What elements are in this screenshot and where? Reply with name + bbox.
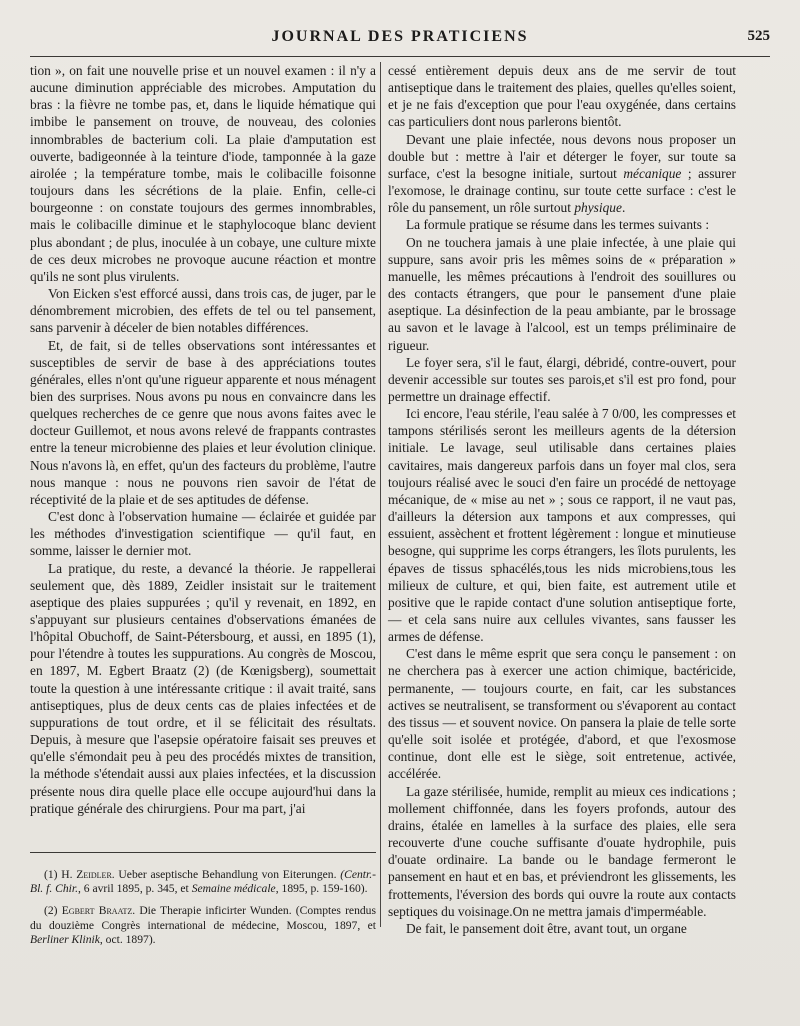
left-paragraph-1: tion », on fait une nouvelle prise et un nouvel examen : il n'y a aucune diminution appréciable des microbes. Amputation du bras : la fièvre ne tombe pas, et, dans le liquide hématique qui imbibe le pansement on trouve, de nouveau, des colonies innombrables de bacterium coli. La plaie d'amputation est ouverte, badigeonnée à la teinture d'iode, tamponnée à la gaze airolée ; la température tombe, mais le colibacille foisonne toujours dans les sécrétions de la plaie. Enfin, celle-ci bourgeonne : on constate toujours des germes innombrables, mais le colibacille diminue et le staphylocoque blanc devient plus abondant ; de plus, inoculée à un cobaye, une culture mixte de ces deux microbes ne provoque aucune réaction et montre qu'ils ne sont plus virulents. (30, 63, 376, 284)
right-paragraph-6: Ici encore, l'eau stérile, l'eau salée à 7 0/00, les compresses et tampons stérilisés seront les meilleurs agents de la détersion initiale. Le lavage, seul utilisable dans certaines plaies cavitaires, mais dangereux parfois dans un foyer mal clos, sera toujours réalisé avec le souci d'en faire un procédé de nettoyage mécanique, de « mise au net » ; sous ce rapport, il ne vaut pas, d'ailleurs la détersion aux tampons et aux compresses, qui essuient, assèchent et frottent légèrement : longue et minutieuse besogne, qui supprime les corps étrangers, les îlots purulents, les épaves de tissus sphacélés,tous les nids microbiens,tous les milieux de culture, et qui, bien faite, est autrement utile et positive que le rapide contact d'une solution antiseptique forte, — et cela sans nuire aux cellules vivantes, sans fausser les armes de défense. (388, 406, 736, 645)
right-paragraph-7: C'est dans le même esprit que sera conçu le pansement : on ne cherchera pas à exercer une action chimique, bactéricide, permanente, — toujours courte, en fait, car les substances actives se neutralisent, se transforment ou s'évaporent au contact des tissus — et souvent novice. On pansera la plaie de telle sorte qu'elle soit isolée et protégée, d'abord, et que l'exosmose continue, dont elle est le siège, soit entretenue, activée, accélérée. (388, 646, 736, 782)
column-divider (380, 62, 381, 927)
right-paragraph-5: Le foyer sera, s'il le faut, élargi, débridé, contre-ouvert, pour devenir accessible sur toutes ses parois,et s'il est pro fond, pour permettre un drainage effectif. (388, 354, 736, 404)
right-paragraph-2-emphasis-2: physique (574, 200, 622, 216)
right-paragraph-2-b: ; assurer l'exomose, le drainage continu, sur toute cette surface : c'est le rôle du pansement, un rôle surtout (388, 165, 736, 216)
right-paragraph-4: On ne touchera jamais à une plaie infectée, à une plaie qui suppure, sans avoir pris les mêmes soins de « préparation » manuelle, les mêmes précautions à l'endroit des souillures ou des contacts étrangers, que pour le pansement d'une plaie aseptique. La désinfection de la peau ambiante, par le brossage au savon et le lavage à l'alcool, est un temps préliminaire de rigueur. (388, 234, 736, 353)
footnote-1-author: Zeidler (76, 868, 112, 881)
right-paragraph-2 (388, 131, 736, 217)
right-paragraph-2-emphasis-1: mécanique (623, 165, 682, 181)
footnote-1-text: . Ueber aseptische Behandlung von Eiterungen. (111, 868, 337, 881)
footnote-1-mid: , 6 avril 1895, p. 345, et (78, 882, 189, 896)
right-paragraph-8: La gaze stérilisée, humide, remplit au mieux ces indications ; mollement chiffonnée, dans les foyers profonds, autour des drains, étalée en lamelles à la surface des plaies, elle sera recouverte d'une couche suffisante d'ouate hydrophile, puis d'ouate ordinaire. La bande ou le bandage fermeront le pansement en haut et en bas, et préviendront les glissements, les frottements, l'éversion des bords qui ouvre la route aux contacts septiques du voisinage.On ne mettra jamais d'imperméable. (388, 783, 736, 919)
left-paragraph-2: Von Eicken s'est efforcé aussi, dans trois cas, de juger, par le dénombrement microbien, des effets de tel ou tel pansement, sans parvenir à déceler de bien notables différences. (30, 286, 376, 336)
footnotes (30, 868, 376, 955)
right-column (388, 62, 736, 937)
left-paragraph-3: Et, de fait, si de telles observations sont intéressantes et susceptibles de servir de base à des appréciations toutes générales, elles n'ont qu'une rigueur apparente et nous ménagent bien des surprises. Nous avons pu nous en convaincre dans les quelques recherches de ce genre que nous avons faites avec le docteur Guillemot, et nous avons relevé de frappants contrastes entre la teneur microbienne des plaies et leur évolution clinique. Nous n'avons là, en effet, qu'un des facteurs du problème, l'autre nous manque : nous ne pouvons rien savoir de l'état de réceptivité de la plaie et de ses aptitudes de défense. (30, 337, 376, 507)
footnote-2-prefix: (2) (44, 904, 58, 918)
footnote-1 (30, 868, 376, 896)
header-rule (30, 56, 770, 57)
footnote-1-prefix: (1) H. (44, 868, 73, 881)
right-paragraph-2-c: . (621, 200, 626, 216)
footnote-2-end: , oct. 1897). (99, 932, 156, 946)
left-paragraph-5: La pratique, du reste, a devancé la théorie. Je rappellerai seulement que, dès 1889, Zeidler insistait sur le traitement aseptique des plaies suppurées ; qu'il y revenait, en 1892, en s'appuyant sur plusieurs centaines d'observations émanées de l'hôpital Obuchoff, de Saint-Pétersbourg, et aussi, en 1895 (1), pour l'étendre à toutes les suppurations. Au congrès de Moscou, en 1897, M. Egbert Braatz (2) (de Kœnigsberg), soumettait toute la question à une intéressante critique : il avait traité, sans antiseptiques, plus de deux cents cas de plaies infectées et de suppurations de tout ordre, et il se félicitait des résultats. Depuis, à mesure que l'asepsie opératoire faisait ses preuves et qu'elle s'émondait peu à peu des procédés mixtes de transition, la méthode s'étendait aussi aux plaies infectées, et la discussion présente nous dira quelle place elle occupe aujourd'hui dans la pratique générale des chirurgiens. Pour ma part, j'ai (30, 560, 376, 816)
footnote-1-end: , 1895, p. 159-160). (275, 882, 368, 896)
footnote-1-journal: (Centr.-Bl. f. Chir. (30, 868, 376, 896)
footnote-1-journal-2: Semaine médicale (191, 882, 276, 896)
right-paragraph-1: cessé entièrement depuis deux ans de me servir de tout antiseptique dans le traitement des plaies, quelles qu'elles soient, et je ne fais d'exception que pour l'eau oxygénée, dans certains cas particuliers dont nous parlerons bientôt. (388, 63, 736, 130)
left-column (30, 62, 376, 817)
footnote-2 (30, 904, 376, 947)
running-header (30, 28, 770, 50)
journal-title: JOURNAL DES PRATICIENS (271, 28, 529, 45)
footnote-2-author: Egbert Braatz (61, 904, 133, 918)
right-paragraph-3: La formule pratique se résume dans les termes suivants : (406, 217, 710, 233)
page-number: 525 (747, 28, 770, 44)
right-paragraph-2-a: Devant une plaie infectée, nous devons nous proposer un double but : mettre à l'air et déterger le foyer, sur toute sa surface, c'est la besogne initiale, surtout (388, 131, 736, 181)
footnote-rule (30, 852, 376, 853)
footnote-2-text: . Die Therapie inficirter Wunden. (Comptes rendus du douzième Congrès international de médecine, Moscou, 1897, et (30, 904, 376, 932)
footnote-2-journal: Berliner Klinik (30, 932, 100, 946)
right-paragraph-9: De fait, le pansement doit être, avant tout, un organe (406, 920, 687, 936)
left-paragraph-4: C'est donc à l'observation humaine — éclairée et guidée par les méthodes d'investigation scientifique — qu'il faut, en somme, laisser le dernier mot. (30, 509, 376, 559)
